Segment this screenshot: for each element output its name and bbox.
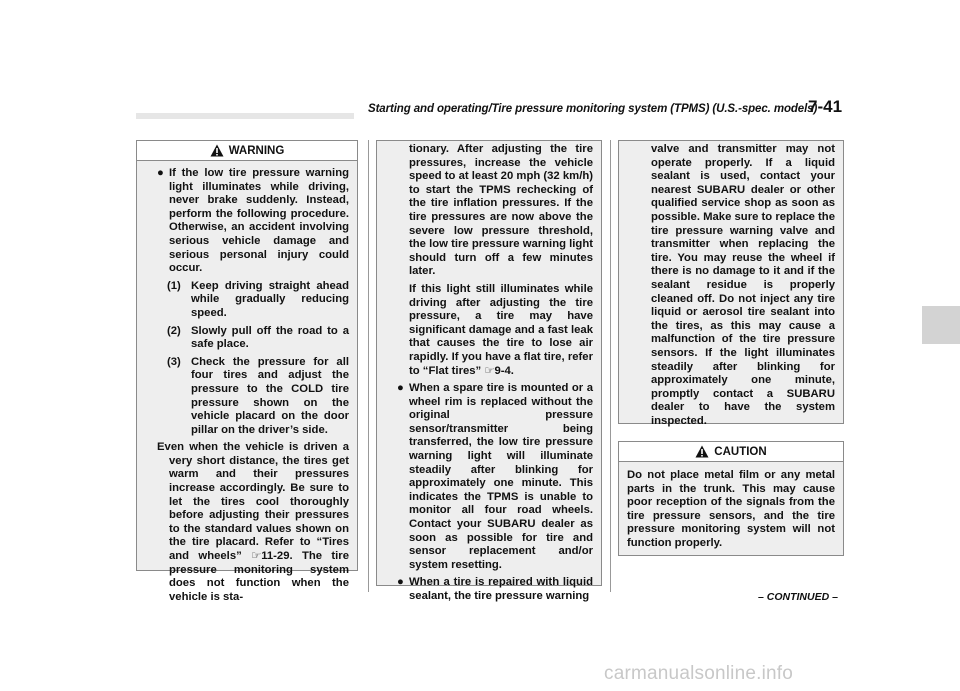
caution-heading-text: CAUTION	[714, 445, 767, 458]
warning-triangle-icon	[695, 445, 709, 458]
warning-bullet-2	[385, 382, 593, 572]
step-3	[145, 356, 349, 438]
bullet-text: If the low tire pressure warning light illuminates while driving, never brake suddenly. Instead, perform the following procedure. Otherwise, an accident involving serious vehicle damage and serious personal injury could occur.	[169, 167, 349, 275]
header-rule	[136, 113, 354, 119]
step-number: (2)	[167, 324, 181, 337]
caution-text: Do not place metal film or any metal parts in the trunk. This may cause poor reception of the signals from the tire pressure sensors, and the tire pressure monitoring system will not function properly.	[627, 469, 835, 549]
warning-box-col3	[618, 140, 844, 427]
step-text: Check the pressure for all four tires and adjust the pressure to the COLD tire pressure shown on the vehicle placard on the door pillar on the driver’s side.	[191, 355, 349, 436]
warning-paragraph-1: Even when the vehicle is driven a very short distance, the tires get warm and their pressures increase accordingly. Be sure to let the tires cool thoroughly before adjusting their pressures to the standard values shown on the tire placard. Refer to “Tires and wheels” ☞11-29. The tire pressure monitoring system does not function when the vehicle is sta-	[157, 441, 349, 603]
warning-box-col1	[136, 140, 358, 603]
section-title: Starting and operating/Tire pressure monitoring system (TPMS) (U.S.-spec. models)	[368, 103, 818, 115]
warning-triangle-icon	[210, 144, 224, 157]
page-number: 7-41	[808, 97, 843, 116]
step-1	[145, 280, 349, 321]
bullet-symbol: ●	[397, 382, 404, 395]
warning-bullet-3	[385, 576, 593, 603]
column-divider-2	[610, 140, 611, 592]
bullet-symbol: ●	[397, 576, 404, 589]
warning-bullet-3-cont: valve and transmitter may not operate properly. If a liquid sealant is used, contact your nearest SUBARU dealer or other qualified service shop as soon as possible. Make sure to replace the tire pressure warning valve and transmitter when replacing the tire. You may reuse the wheel if there is no damage to it and if the sealant residue is properly cleaned off. Do not inject any tire liquid or aerosol tire sealant into the tires, as this may cause a malfunction of the tire pressure sensors. If the light illuminates steadily after blinking for approximately one minute, promptly contact a SUBARU dealer to have the system inspected.	[651, 143, 835, 427]
step-2	[145, 325, 349, 352]
warning-paragraph-1-cont: tionary. After adjusting the tire pressures, increase the vehicle speed to at least 20 mph (32 km/h) to start the TPMS rechecking of the tire inflation pressures. If the tire pressures are now above the severe low pressure threshold, the low tire pressure warning light should turn off a few minutes later.	[409, 143, 593, 278]
step-number: (1)	[167, 279, 181, 292]
caution-heading	[619, 442, 843, 462]
bullet-text: When a tire is repaired with liquid sealant, the tire pressure warning	[409, 576, 593, 602]
bullet-text: When a spare tire is mounted or a wheel rim is replaced without the original pressure sensor/transmitter being transferred, the low tire pressure warning light will illuminate steadily after blinking for approximately one minute. This indicates the TPMS is unable to monitor all four road wheels. Contact your SUBARU dealer as soon as possible for tire and sensor replacement and/or system resetting.	[409, 382, 593, 571]
warning-heading-text: WARNING	[228, 144, 285, 157]
warning-heading	[137, 141, 357, 161]
warning-bullet-1	[145, 167, 349, 276]
warning-box-col2	[376, 140, 602, 602]
warning-paragraph-2: If this light still illuminates while driving after adjusting the tire pressure, a tire may have significant damage and a fast leak that causes the tire to lose air rapidly. If you have a flat tire, refer to “Flat tires” ☞9-4.	[409, 282, 593, 377]
step-text: Slowly pull off the road to a safe place.	[191, 324, 349, 351]
step-text: Keep driving straight ahead while gradually reducing speed.	[191, 279, 349, 319]
step-number: (3)	[167, 355, 181, 368]
bullet-symbol: ●	[157, 167, 164, 179]
continued-label: – CONTINUED –	[758, 591, 838, 603]
caution-box	[618, 441, 844, 556]
watermark: carmanualsonline.info	[604, 663, 794, 684]
column-divider-1	[368, 140, 369, 592]
chapter-tab	[922, 306, 960, 344]
